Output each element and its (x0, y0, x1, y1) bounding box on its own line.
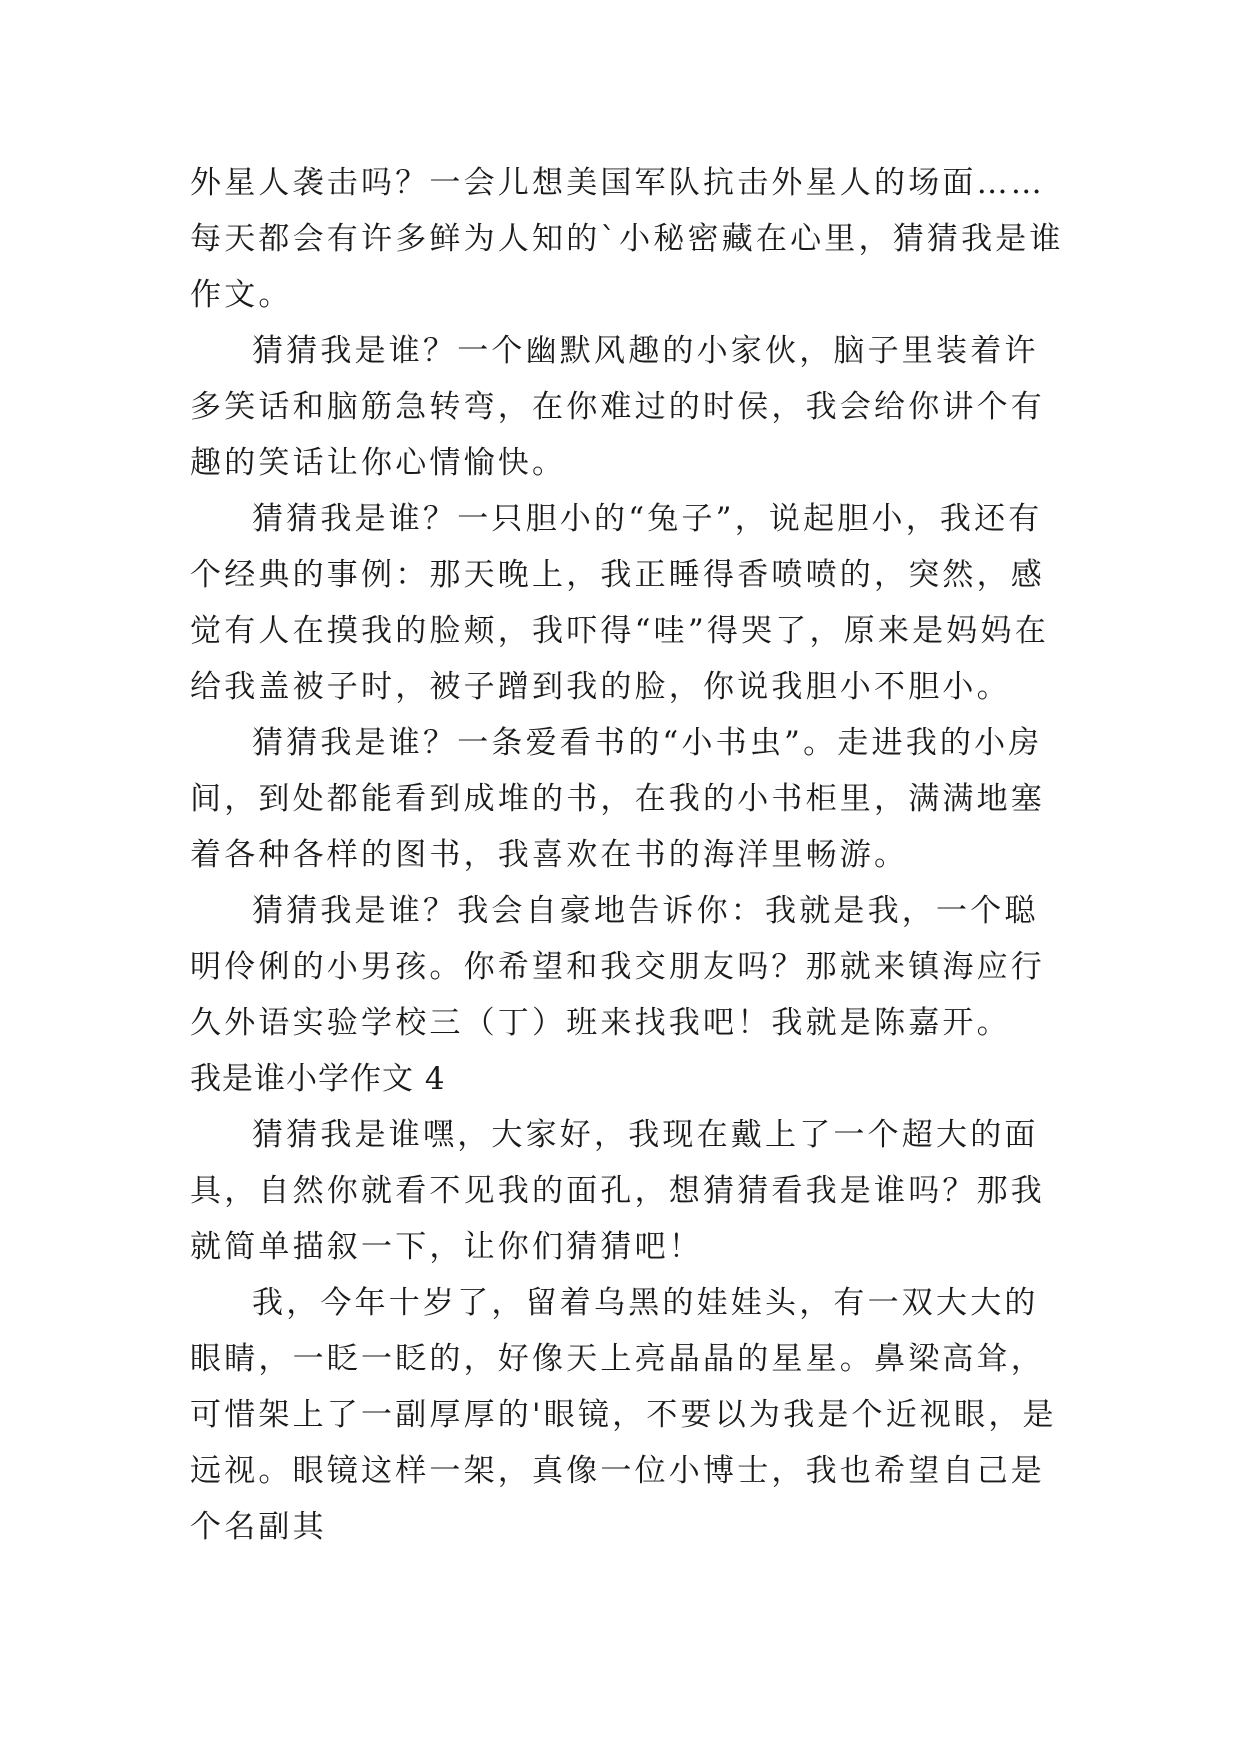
document-page (190, 155, 1065, 1555)
paragraph-mask: 猜猜我是谁嘿，大家好，我现在戴上了一个超大的面具，自然你就看不见我的面孔，想猜猜看我是谁吗？那我就简单描叙一下，让你们猜猜吧！ (190, 1117, 1045, 1265)
section-heading: 我是谁小学作文 4 (190, 1061, 446, 1097)
paragraph-description: 我，今年十岁了，留着乌黑的娃娃头，有一双大大的眼睛，一眨一眨的，好像天上亮晶晶的星星。鼻梁高耸，可惜架上了一副厚厚的'眼镜，不要以为我是个近视眼，是远视。眼镜这样一架，真像一位小博士，我也希望自己是个名副其 (190, 1285, 1057, 1545)
paragraph-humor: 猜猜我是谁？一个幽默风趣的小家伙，脑子里装着许多笑话和脑筋急转弯，在你难过的时侯，我会给你讲个有趣的笑话让你心情愉快。 (190, 333, 1045, 481)
paragraph-intro: 外星人袭击吗？一会儿想美国军队抗击外星人的场面……每天都会有许多鲜为人知的`小秘密藏在心里，猜猜我是谁作文。 (190, 165, 1064, 313)
paragraph-bookworm: 猜猜我是谁？一条爱看书的“小书虫”。走进我的小房间，到处都能看到成堆的书，在我的小书柜里，满满地塞着各种各样的图书，我喜欢在书的海洋里畅游。 (190, 725, 1045, 873)
paragraph-reveal: 猜猜我是谁？我会自豪地告诉你：我就是我，一个聪明伶俐的小男孩。你希望和我交朋友吗？那就来镇海应行久外语实验学校三（丁）班来找我吧！我就是陈嘉开。 (190, 893, 1045, 1041)
paragraph-rabbit: 猜猜我是谁？一只胆小的“兔子”，说起胆小，我还有个经典的事例：那天晚上，我正睡得香喷喷的，突然，感觉有人在摸我的脸颊，我吓得“哇”得哭了，原来是妈妈在给我盖被子时，被子蹭到我的脸，你说我胆小不胆小。 (190, 501, 1049, 705)
